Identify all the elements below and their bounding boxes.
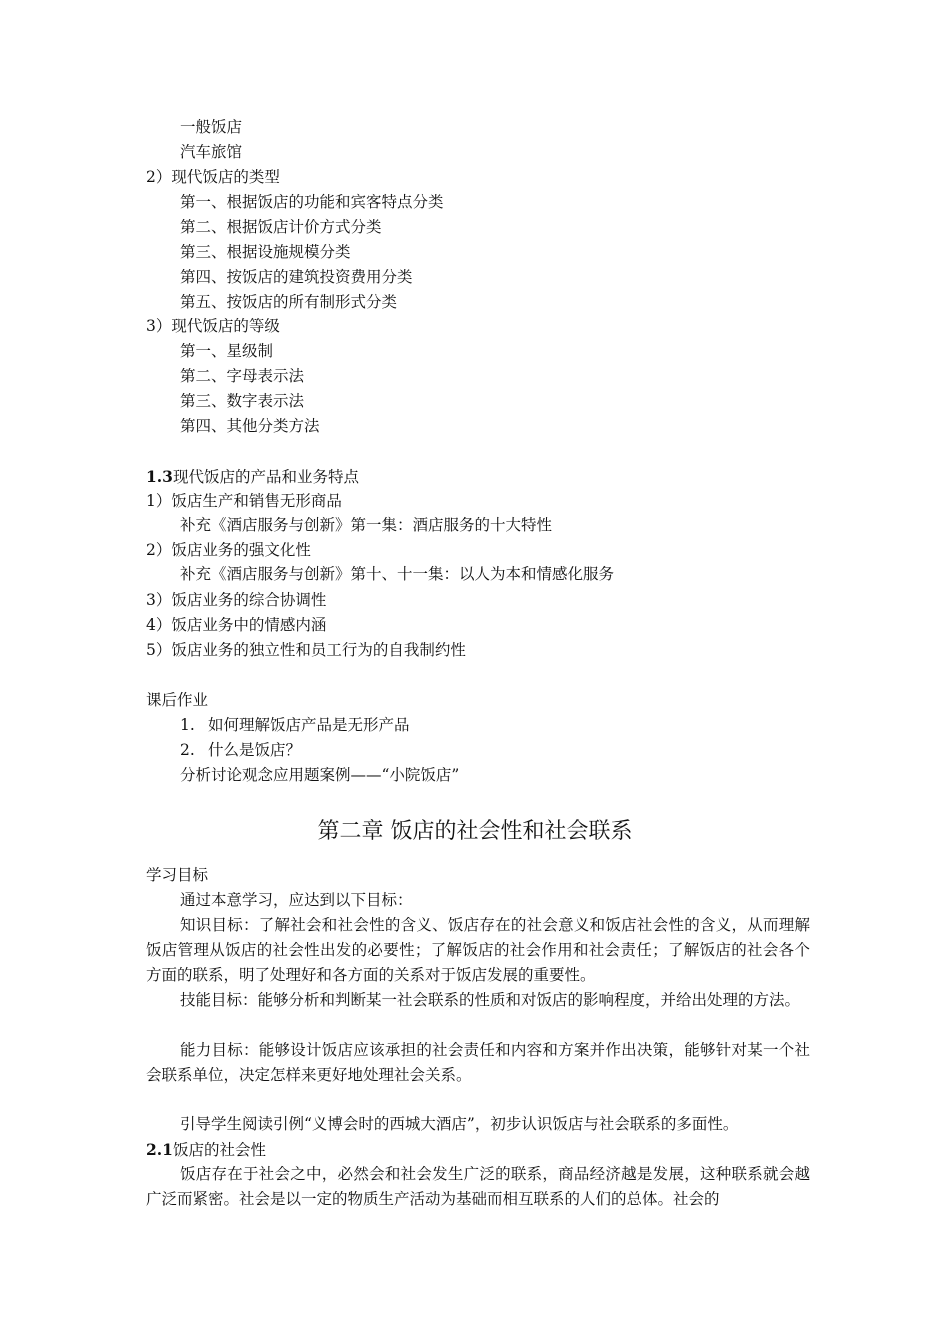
list-item: 汽车旅馆: [180, 143, 243, 161]
list-item: 3）饭店业务的综合协调性: [146, 591, 327, 609]
section-number: 1.3: [146, 467, 173, 486]
goals-intro: 通过本意学习，应达到以下目标：: [180, 891, 413, 909]
list-item: 4）饭店业务中的情感内涵: [146, 616, 327, 634]
list-heading: 2）现代饭店的类型: [146, 168, 280, 186]
guide-paragraph: 引导学生阅读引例“义博会时的西城大酒店”，初步认识饭店与社会联系的多面性。: [180, 1115, 739, 1133]
question-number: 1.: [180, 716, 195, 734]
list-item: 第四、按饭店的建筑投资费用分类: [180, 268, 413, 286]
question-number: 2.: [180, 741, 195, 759]
section-title: 现代饭店的产品和业务特点: [172, 468, 359, 486]
list-item: 1）饭店生产和销售无形商品: [146, 492, 342, 510]
question-text: 如何理解饭店产品是无形产品: [208, 716, 410, 734]
list-item: 第二、字母表示法: [180, 367, 305, 385]
chapter-title: 第二章 饭店的社会性和社会联系: [317, 819, 633, 844]
homework-question: [0, 738, 950, 763]
list-item: 2）饭店业务的强文化性: [146, 541, 311, 559]
list-item: 补充《酒店服务与创新》第一集：酒店服务的十大特性: [180, 516, 553, 534]
body-paragraph: 饭店存在于社会之中，必然会和社会发生广泛的联系，商品经济越是发展，这种联系就会越广泛而紧密。社会是以一定的物质生产活动为基础而相互联系的人们的总体。社会的: [146, 1165, 810, 1208]
ability-goal: 能力目标：能够设计饭店应该承担的社会责任和内容和方案并作出决策，能够针对某一个社会联系单位，决定怎样来更好地处理社会关系。: [146, 1041, 810, 1084]
section-heading: [146, 1137, 266, 1162]
list-item: 第三、数字表示法: [180, 392, 305, 410]
homework-question: [0, 713, 950, 738]
list-item: 5）饭店业务的独立性和员工行为的自我制约性: [146, 641, 466, 659]
skill-goal: 技能目标：能够分析和判断某一社会联系的性质和对饭店的影响程度，并给出处理的方法。: [180, 991, 801, 1009]
list-heading: 3）现代饭店的等级: [146, 317, 280, 335]
list-item: 补充《酒店服务与创新》第十、十一集：以人为本和情感化服务: [180, 565, 615, 583]
list-item: 第四、其他分类方法: [180, 417, 320, 435]
list-item: 第一、星级制: [180, 342, 274, 360]
question-text: 什么是饭店？: [208, 741, 302, 759]
section-title: 饭店的社会性: [172, 1141, 266, 1159]
homework-title: 课后作业: [146, 691, 209, 709]
homework-case: 分析讨论观念应用题案例——“小院饭店”: [180, 766, 460, 784]
list-item: 第二、根据饭店计价方式分类: [180, 218, 382, 236]
list-item: 第五、按饭店的所有制形式分类: [180, 293, 398, 311]
list-item: 第一、根据饭店的功能和宾客特点分类: [180, 193, 444, 211]
list-item: 第三、根据设施规模分类: [180, 243, 351, 261]
section-heading: [146, 464, 359, 489]
section-number: 2.1: [146, 1140, 173, 1159]
knowledge-goal: 知识目标：了解社会和社会性的含义、饭店存在的社会意义和饭店社会性的含义，从而理解饭店管理从饭店的社会性出发的必要性；了解饭店的社会作用和社会责任；了解饭店的社会各个方面的联系，明了处理好和各方面的关系对于饭店发展的重要性。: [146, 916, 810, 984]
list-item: 一般饭店: [180, 118, 243, 136]
goals-title: 学习目标: [146, 866, 209, 884]
